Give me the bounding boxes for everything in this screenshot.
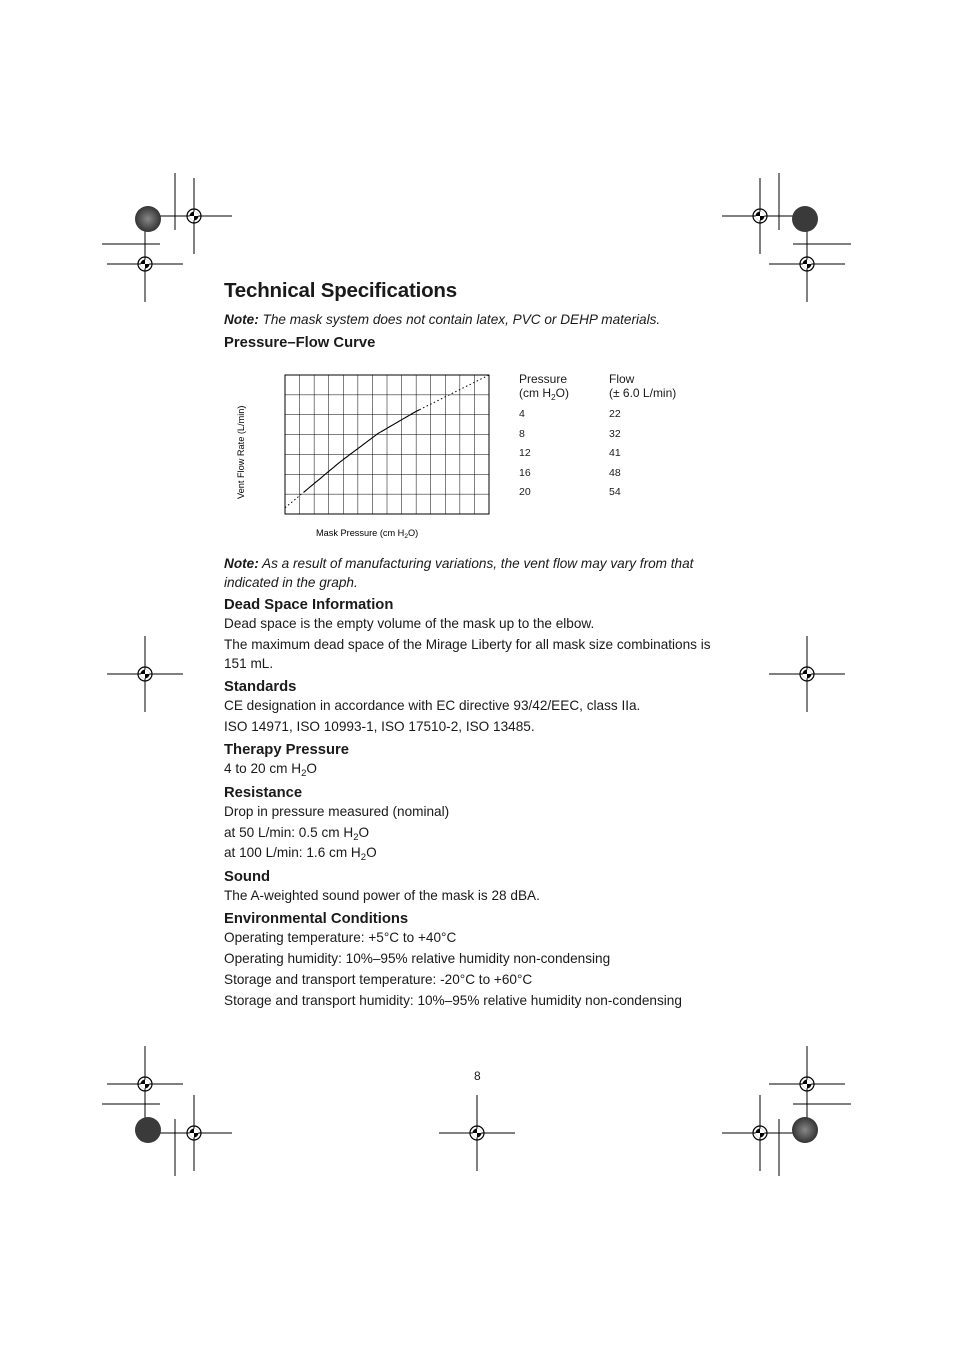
registration-mark — [439, 1095, 515, 1171]
table-row: 20 — [519, 486, 531, 498]
note-text: The mask system does not contain latex, PVC or DEHP materials. — [262, 312, 661, 327]
y-axis-label: Vent Flow Rate (L/min) — [236, 405, 246, 499]
note-label: Note: — [224, 556, 259, 571]
note-text: As a result of manufacturing variations, the vent flow may vary from that indicated in the graph. — [224, 556, 694, 590]
resistance-text-2: at 50 L/min: 0.5 cm $H_2O$ — [224, 825, 370, 843]
table-row: 8 — [519, 427, 525, 440]
pressure-flow-chart — [228, 365, 498, 545]
table-header-flow: Flow (± 6.0 L/min) — [609, 372, 677, 400]
flow-curve-line — [304, 410, 420, 493]
starburst-target-icon — [792, 1117, 818, 1143]
registration-mark — [107, 1046, 183, 1122]
registration-mark — [156, 1095, 232, 1171]
section-heading-resistance: Resistance — [224, 785, 303, 801]
flow-curve-extrapolation — [285, 492, 304, 507]
registration-mark — [722, 1095, 798, 1171]
resistance-text-3: at 100 L/min: 1.6 cm $H_2O$ — [224, 845, 377, 863]
table-cell-flow: 22 — [609, 408, 621, 420]
x-axis-label: Mask Pressure (cm $H_2O$) — [316, 528, 419, 540]
therapy-pressure-text: 4 to 20 cm $H_2O$ — [224, 761, 317, 779]
starburst-target-icon — [135, 1117, 161, 1143]
page-number: 8 — [474, 1069, 481, 1083]
starburst-target-icon — [792, 206, 818, 232]
registration-mark — [107, 636, 183, 712]
registration-mark — [769, 1046, 845, 1122]
starburst-target-icon — [135, 206, 161, 232]
table-cell-flow: 32 — [609, 427, 621, 440]
table-cell-flow: 54 — [609, 486, 621, 498]
note-materials — [224, 310, 734, 329]
table-header-pressure: Pressure (cm $H_2O$) — [519, 372, 570, 402]
standards-text-1: CE designation in accordance with EC directive 93/42/EEC, class IIa. — [224, 698, 641, 713]
dead-space-text-2: The maximum dead space of the Mirage Liberty for all mask size combinations is 151 mL. — [224, 637, 711, 671]
registration-mark — [769, 226, 845, 302]
note-label: Note: — [224, 312, 259, 327]
flow-curve-extrapolation — [420, 375, 490, 410]
table-cell-flow: 48 — [609, 466, 621, 479]
standards-text-2: ISO 14971, ISO 10993-1, ISO 17510-2, ISO 13485. — [224, 719, 535, 734]
dead-space-text-1: Dead space is the empty volume of the mask up to the elbow. — [224, 616, 595, 631]
section-heading-environmental: Environmental Conditions — [224, 911, 409, 927]
table-row: 16 — [519, 466, 531, 479]
environment-text-3: Storage and transport temperature: -20°C to +60°C — [224, 972, 533, 987]
registration-mark — [107, 226, 183, 302]
section-heading-pressure-flow: Pressure–Flow Curve — [224, 335, 376, 351]
environment-text-4: Storage and transport humidity: 10%–95% relative humidity non-condensing — [224, 993, 682, 1008]
table-cell-pressure: 4 — [519, 408, 525, 420]
note-manufacturing — [224, 554, 734, 592]
registration-mark — [769, 636, 845, 712]
table-cell-flow: 41 — [609, 447, 621, 459]
section-heading-therapy-pressure: Therapy Pressure — [224, 742, 350, 758]
registration-mark — [722, 178, 798, 254]
sound-text: The A-weighted sound power of the mask is 28 dBA. — [224, 888, 540, 903]
page-title: Technical Specifications — [224, 279, 457, 302]
table-row — [519, 408, 525, 420]
chart-grid — [285, 375, 489, 514]
table-row: 12 — [519, 447, 531, 459]
environment-text-2: Operating humidity: 10%–95% relative humidity non-condensing — [224, 951, 611, 966]
section-heading-standards: Standards — [224, 679, 297, 695]
registration-mark — [156, 178, 232, 254]
resistance-text-1: Drop in pressure measured (nominal) — [224, 804, 450, 819]
section-heading-dead-space: Dead Space Information — [224, 597, 394, 613]
section-heading-sound: Sound — [224, 869, 271, 885]
environment-text-1: Operating temperature: +5°C to +40°C — [224, 930, 457, 945]
